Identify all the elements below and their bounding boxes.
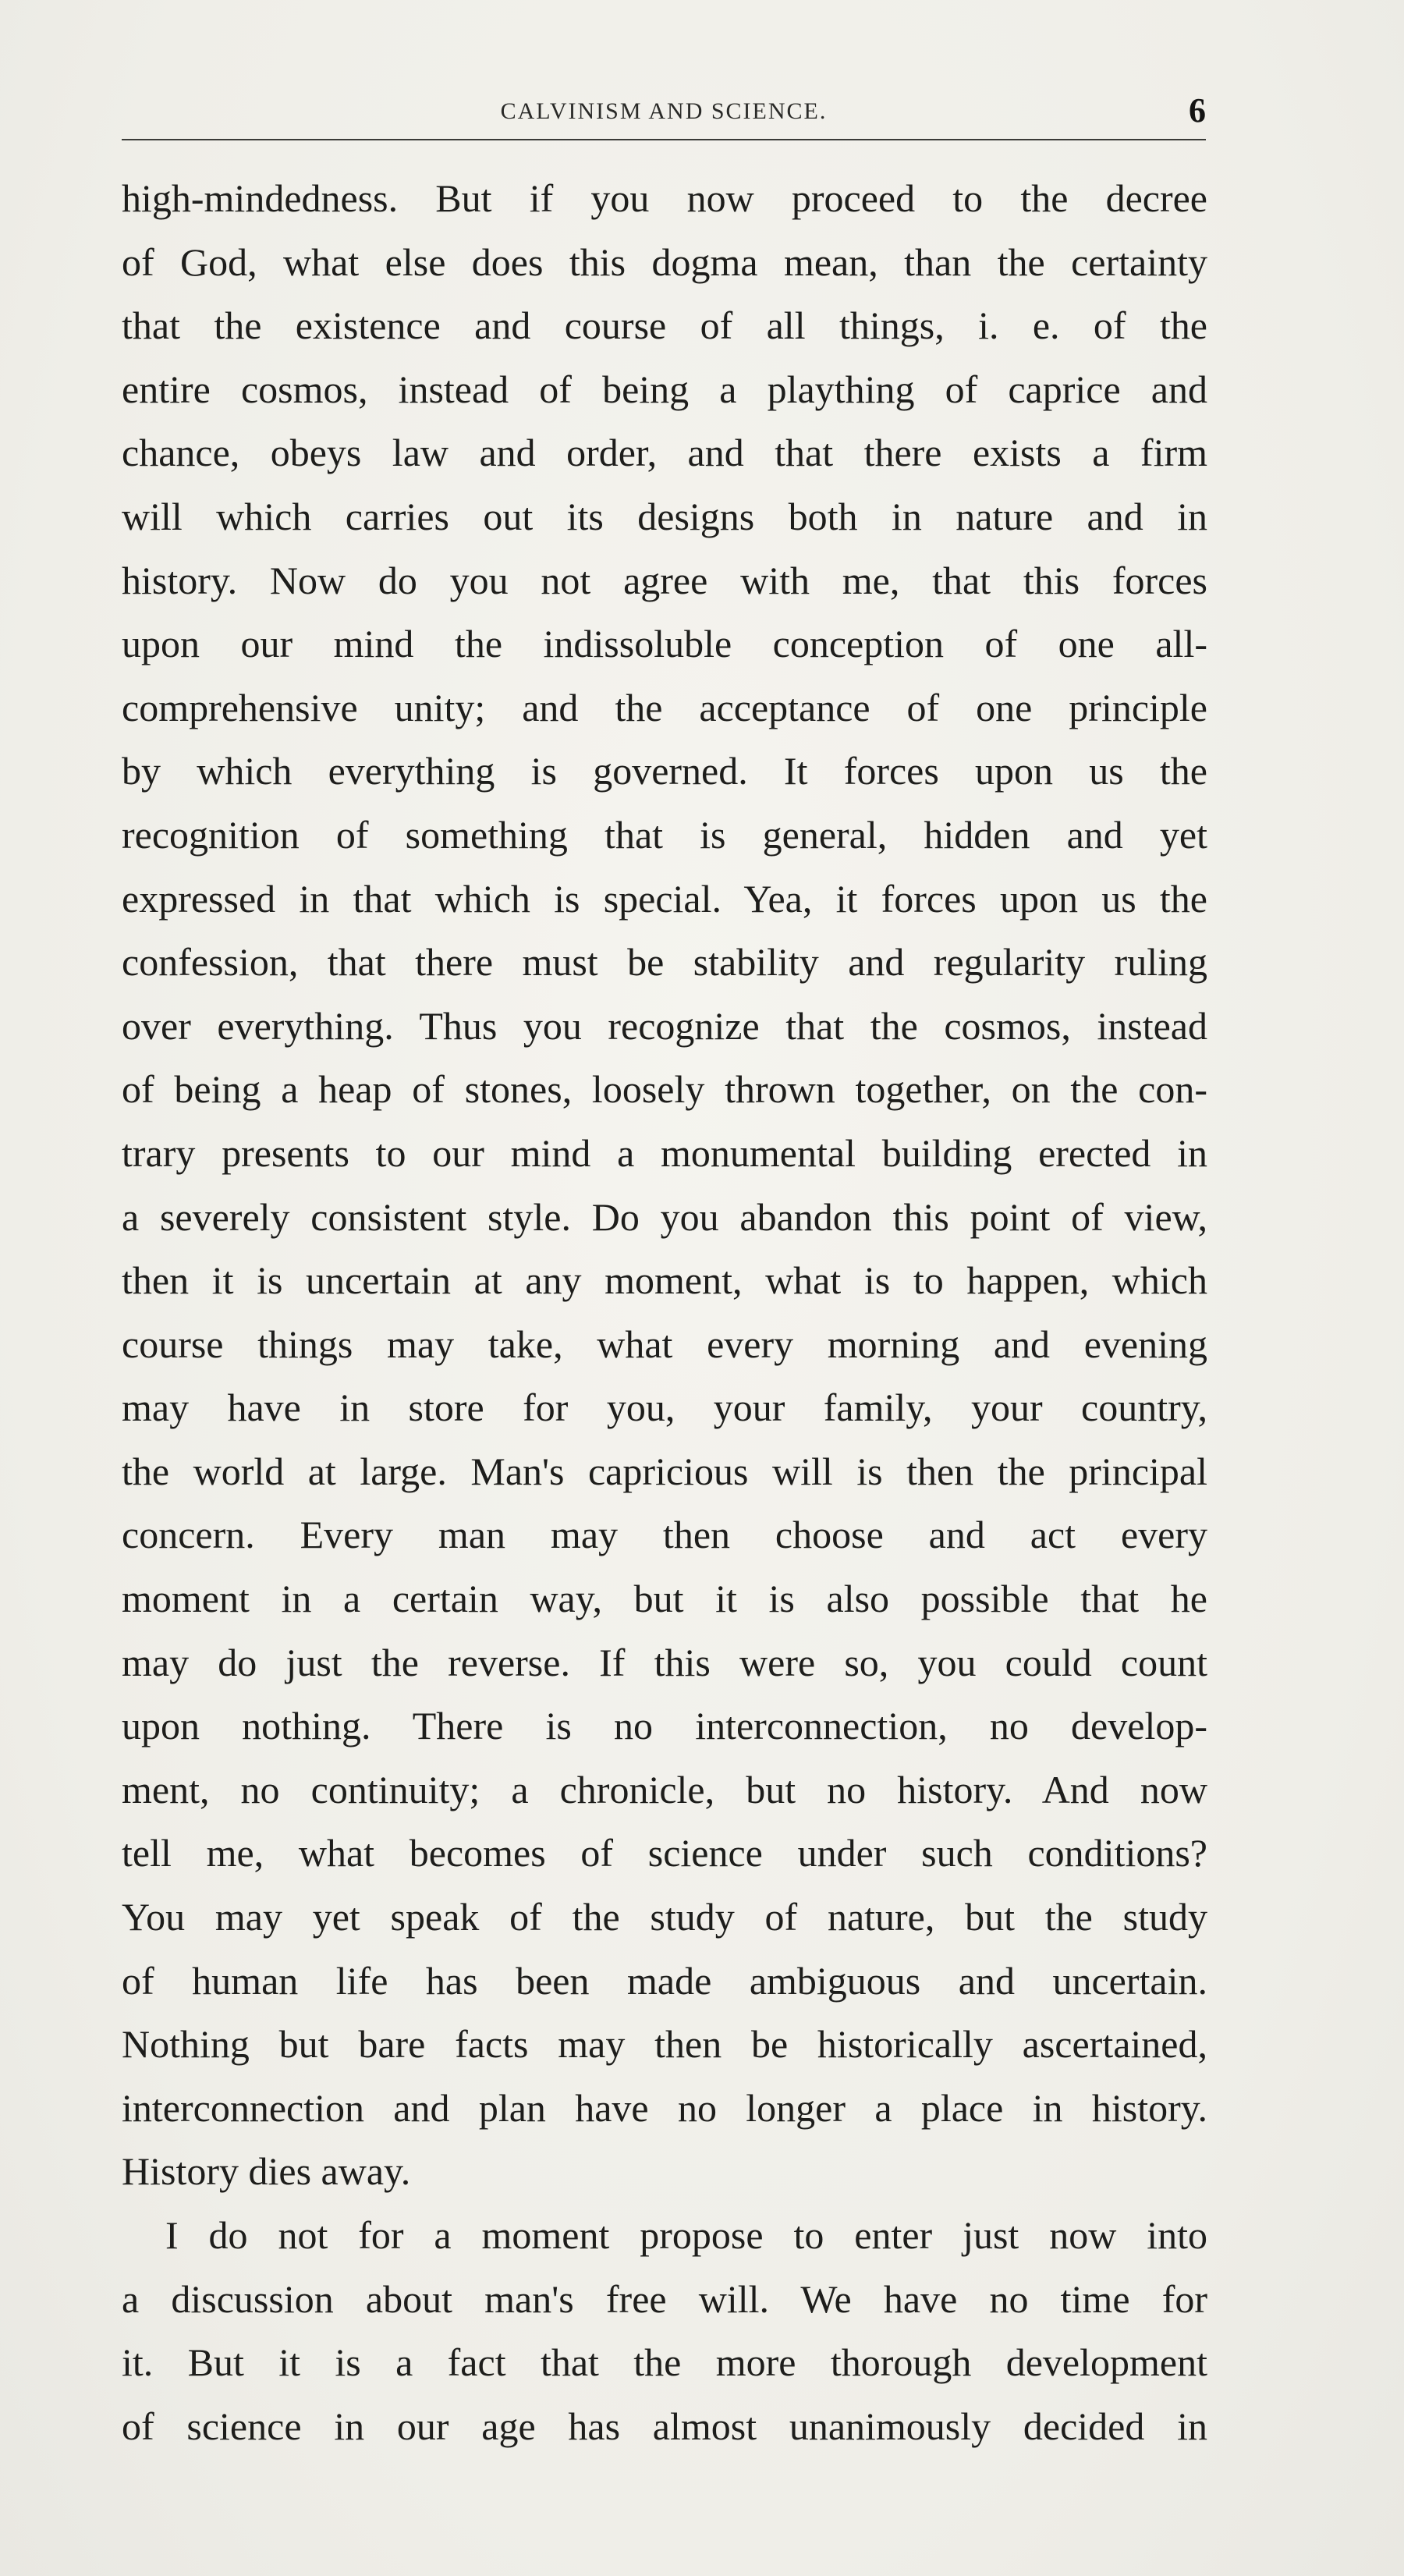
- text-line: the world at large. Man's capricious will is then the principal: [122, 1449, 1207, 1493]
- text-line: entire cosmos, instead of being a plaything of caprice and: [122, 367, 1207, 411]
- text-line: ment, no continuity; a chronicle, but no history. And now: [122, 1767, 1207, 1811]
- text-line: may have in store for you, your family, your country,: [122, 1386, 1207, 1430]
- text-line: You may yet speak of the study of nature, but the study: [122, 1895, 1207, 1939]
- header-rule: [122, 139, 1206, 140]
- text-line: recognition of something that is general, hidden and yet: [122, 812, 1207, 857]
- page-number: 6: [1189, 91, 1206, 130]
- text-line: Nothing but bare facts may then be historically ascertained,: [122, 2022, 1207, 2067]
- text-line: confession, that there must be stability and regularity ruling: [122, 940, 1207, 985]
- text-line: tell me, what becomes of science under such conditions?: [122, 1831, 1207, 1875]
- text-line: history. Now do you not agree with me, that this forces: [122, 558, 1207, 602]
- running-head: [122, 87, 1206, 134]
- text-line: chance, obeys law and order, and that there exists a firm: [122, 431, 1207, 475]
- text-line: over everything. Thus you recognize that the cosmos, instead: [122, 1003, 1207, 1048]
- text-line: upon our mind the indissoluble conception of one all-: [122, 622, 1207, 666]
- text-line: it. But it is a fact that the more thorough development: [122, 2340, 1207, 2385]
- running-title: CALVINISM AND SCIENCE.: [500, 98, 828, 124]
- text-line: trary presents to our mind a monumental building erected in: [122, 1130, 1207, 1175]
- text-line: of being a heap of stones, loosely thrown together, on the con-: [122, 1067, 1207, 1112]
- paragraph-first-line: I do not for a moment propose to enter just now into: [165, 2213, 1207, 2257]
- paragraph-end-line: History dies away.: [122, 2149, 411, 2194]
- text-line: of human life has been made ambiguous and uncertain.: [122, 1958, 1207, 2003]
- text-line: moment in a certain way, but it is also possible that he: [122, 1577, 1207, 1621]
- text-line: may do just the reverse. If this were so, you could count: [122, 1640, 1207, 1684]
- text-line: of God, what else does this dogma mean, than the certainty: [122, 240, 1207, 284]
- text-line: concern. Every man may then choose and act every: [122, 1513, 1207, 1557]
- text-line: a severely consistent style. Do you abandon this point of view,: [122, 1194, 1207, 1239]
- text-line: that the existence and course of all things, i. e. of the: [122, 303, 1207, 348]
- text-line: a discussion about man's free will. We have no time for: [122, 2276, 1207, 2321]
- text-line: course things may take, what every morning and evening: [122, 1322, 1207, 1366]
- text-line: comprehensive unity; and the acceptance of one principle: [122, 685, 1207, 729]
- text-line: interconnection and plan have no longer a place in history.: [122, 2085, 1207, 2130]
- text-line: upon nothing. There is no interconnection, no develop-: [122, 1704, 1207, 1748]
- text-line: by which everything is governed. It forces upon us the: [122, 749, 1207, 793]
- text-line: expressed in that which is special. Yea, it forces upon us the: [122, 876, 1207, 921]
- body-text: [122, 167, 1207, 2458]
- text-line: then it is uncertain at any moment, what is to happen, which: [122, 1258, 1207, 1303]
- text-line: will which carries out its designs both in nature and in: [122, 494, 1207, 538]
- text-line: of science in our age has almost unanimously decided in: [122, 2404, 1207, 2448]
- text-line: high-mindedness. But if you now proceed to the decree: [122, 176, 1207, 220]
